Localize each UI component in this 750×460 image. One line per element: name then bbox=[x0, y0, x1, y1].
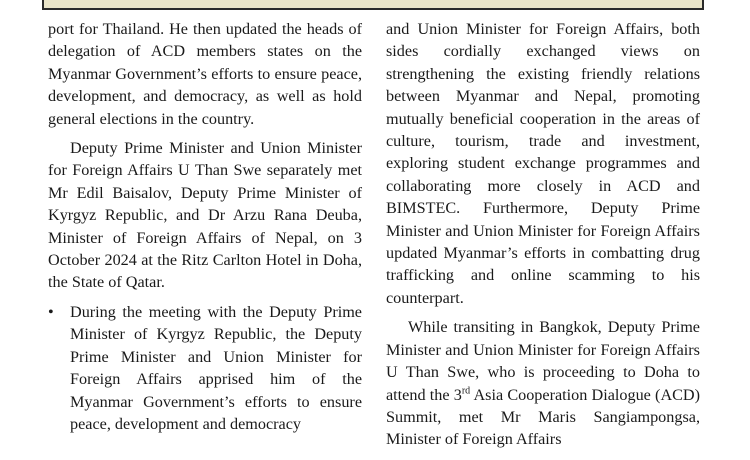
left-column bbox=[48, 18, 362, 435]
right-column bbox=[386, 18, 700, 451]
right-paragraph-1: and Union Minister for Foreign Affairs, both sides cordially exchanged views on strengthening the existing friendly relations between Myanmar and Nepal, promoting mutually beneficial cooperation in the areas of culture, tourism, trade and investment, exploring student exchange programmes and collaborating more closely in ACD and BIMSTEC. Furthermore, Deputy Prime Minister and Union Minister for Foreign Affairs updated Myanmar’s efforts in combatting drug trafficking and online scamming to his counterpart. bbox=[386, 20, 700, 307]
bullet-text: During the meeting with the Deputy Prime Minister of Kyrgyz Republic, the Deputy Prime Minister and Union Minister for Foreign Affairs apprised him of the Myanmar Government’s efforts to ensure peace, development and democracy bbox=[70, 302, 362, 433]
right-paragraph-2 bbox=[386, 316, 700, 450]
left-paragraph-1: port for Thailand. He then updated the heads of delegation of ACD members states on the Myanmar Government’s efforts to ensure peace, development, and democracy, as well as hold general elections in the country. bbox=[48, 20, 362, 128]
right-paragraph-2-text-b: Asia Cooperation Dialogue (ACD) Summit, met Mr Maris Sangiampongsa, Minister of Foreign Affairs bbox=[386, 385, 701, 449]
left-paragraph-2: Deputy Prime Minister and Union Minister for Foreign Affairs U Than Swe separately met Mr Edil Baisalov, Deputy Prime Minister of Kyrgyz Republic, and Dr Arzu Rana Deuba, Minister of Foreign Affairs of Nepal, on 3 October 2024 at the Ritz Carlton Hotel in Doha, the State of Qatar. bbox=[48, 139, 362, 292]
ordinal-suffix: rd bbox=[461, 385, 471, 397]
bullet-icon: • bbox=[48, 302, 54, 321]
right-paragraph-2-text-a: While transiting in Bangkok, Deputy Prime Minister and Union Minister for Foreign Affairs U Than Swe, who is proceeding to Doha to attend the 3 bbox=[386, 318, 700, 404]
bullet-item bbox=[48, 301, 362, 435]
header-image-frame bbox=[42, 0, 704, 10]
